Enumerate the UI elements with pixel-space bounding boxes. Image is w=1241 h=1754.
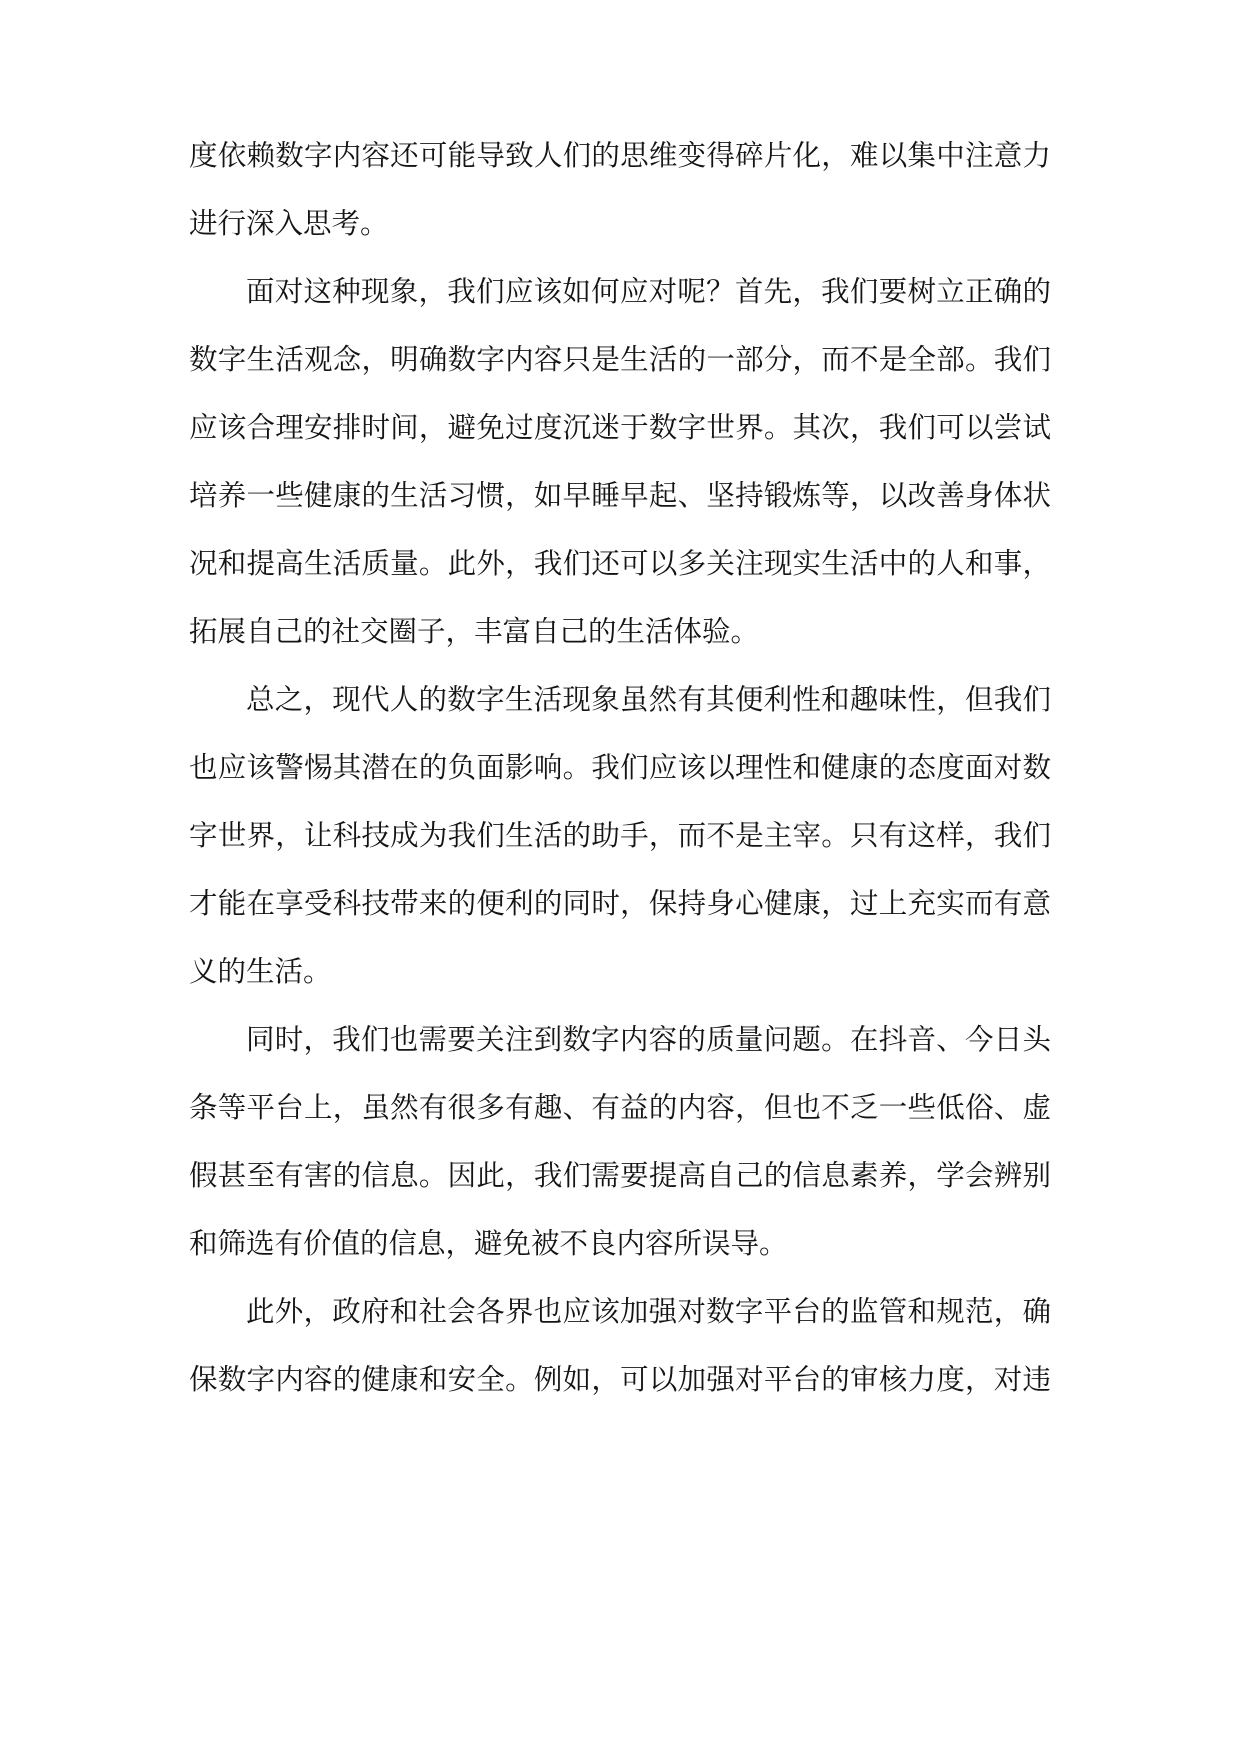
text-line: 保数字内容的健康和安全。例如，可以加强对平台的审核力度，对违 xyxy=(189,1363,1051,1396)
text-line: 才能在享受科技带来的便利的同时，保持身心健康，过上充实而有意 xyxy=(189,887,1051,920)
paragraph-first-line: 此外，政府和社会各界也应该加强对数字平台的监管和规范，确 xyxy=(246,1295,1051,1328)
text-line: 进行深入思考。 xyxy=(189,207,389,240)
text-line: 假甚至有害的信息。因此，我们需要提高自己的信息素养，学会辨别 xyxy=(189,1159,1051,1192)
text-line: 拓展自己的社交圈子，丰富自己的生活体验。 xyxy=(189,615,760,648)
text-line: 况和提高生活质量。此外，我们还可以多关注现实生活中的人和事， xyxy=(189,547,1051,580)
text-line: 应该合理安排时间，避免过度沉迷于数字世界。其次，我们可以尝试 xyxy=(189,411,1051,444)
paragraph-first-line: 总之，现代人的数字生活现象虽然有其便利性和趣味性，但我们 xyxy=(246,683,1051,716)
text-line: 也应该警惕其潜在的负面影响。我们应该以理性和健康的态度面对数 xyxy=(189,751,1051,784)
text-line: 和筛选有价值的信息，避免被不良内容所误导。 xyxy=(189,1227,788,1260)
paragraph-first-line: 面对这种现象，我们应该如何应对呢？首先，我们要树立正确的 xyxy=(246,275,1051,308)
text-line: 度依赖数字内容还可能导致人们的思维变得碎片化，难以集中注意力 xyxy=(189,139,1051,172)
text-line: 条等平台上，虽然有很多有趣、有益的内容，但也不乏一些低俗、虚 xyxy=(189,1091,1051,1124)
paragraph-first-line: 同时，我们也需要关注到数字内容的质量问题。在抖音、今日头 xyxy=(246,1023,1051,1056)
text-line: 义的生活。 xyxy=(189,955,332,988)
text-line: 培养一些健康的生活习惯，如早睡早起、坚持锻炼等，以改善身体状 xyxy=(189,479,1051,512)
text-line: 字世界，让科技成为我们生活的助手，而不是主宰。只有这样，我们 xyxy=(189,819,1051,852)
text-line: 数字生活观念，明确数字内容只是生活的一部分，而不是全部。我们 xyxy=(189,343,1051,376)
